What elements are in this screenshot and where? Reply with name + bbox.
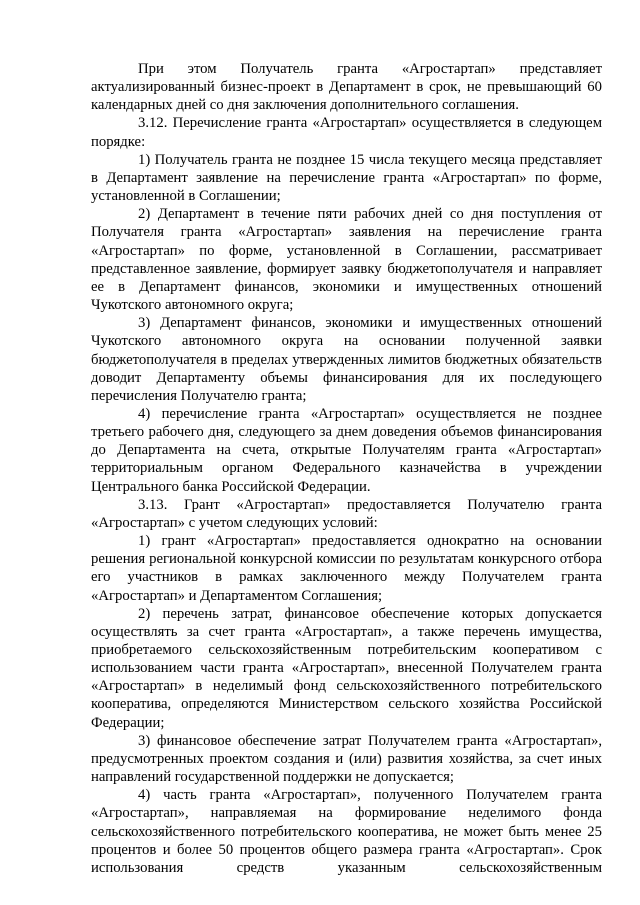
paragraph-3-12-item-3: 3) Департамент финансов, экономики и имущественных отношений Чукотского автономного округа на основании полученной заявки бюджетополучателя в пределах утвержденных лимитов бюджетных обязательств доводит Департаменту объемы финансирования для их последующего перечисления Получателю гранта; [91, 315, 602, 404]
paragraph-3-13-item-1: 1) грант «Агростартап» предоставляется однократно на основании решения региональной конкурсной комиссии по результатам конкурсного отбора его участников в рамках заключенного между Получателем гранта «Агростартап» и Департаментом Соглашения; [91, 533, 602, 604]
paragraph-business-plan-update: При этом Получатель гранта «Агростартап» представляет актуализированный бизнес-проект в Департамент в срок, не превышающий 60 календарных дней со дня заключения дополнительного соглашения. [91, 61, 602, 114]
paragraph-3-12-item-1: 1) Получатель гранта не позднее 15 числа текущего месяца представляет в Департамент заявление на перечисление гранта «Агростартап» по форме, установленной в Соглашении; [91, 151, 602, 205]
document-page [91, 60, 602, 877]
paragraph-3-12-item-4: 4) перечисление гранта «Агростартап» осуществляется не позднее третьего рабочего дня, следующего за днем доведения объемов финансирования до Департамента на счета, открытые Получателям гранта «Агростартап» территориальным органом Федерального казначейства в учреждении Центрального банка Российской Федерации. [91, 405, 602, 495]
paragraph-3-12-heading: 3.12. Перечисление гранта «Агростартап» осуществляется в следующем порядке: [91, 115, 602, 150]
paragraph-3-12-item-2: 2) Департамент в течение пяти рабочих дней со дня поступления от Получателя гранта «Агростартап» заявления на перечисление гранта «Агростартап» по форме, установленной в Соглашении, рассматривает представленное заявление, формирует заявку бюджетополучателя и направляет ее в Департамент финансов, экономики и имущественных отношений Чукотского автономного округа; [91, 206, 602, 314]
paragraph-3-13-heading: 3.13. Грант «Агростартап» предоставляется Получателю гранта «Агростартап» с учетом следующих условий: [91, 496, 602, 531]
paragraph-3-13-item-3: 3) финансовое обеспечение затрат Получателем гранта «Агростартап», предусмотренных проектом создания и (или) развития хозяйства, за счет иных направлений государственной поддержки не допускается; [91, 732, 602, 786]
paragraph-3-13-item-2: 2) перечень затрат, финансовое обеспечение которых допускается осуществлять за счет гранта «Агростартап», а также перечень имущества, приобретаемого сельскохозяйственным потребительским кооперативом с использованием части гранта «Агростартап», внесенной Получателем гранта «Агростартап» в неделимый фонд сельскохозяйственного потребительского кооператива, определяются Министерством сельского хозяйства Российской Федерации; [91, 605, 602, 731]
paragraph-3-13-item-4: 4) часть гранта «Агростартап», полученного Получателем гранта «Агростартап», направляемая на формирование неделимого фонда сельскохозяйственного потребительского кооператива, не может быть менее 25 процентов и более 50 процентов общего размера гранта «Агростартап». Срок использования средств указанным сельскохозяйственным [91, 787, 602, 876]
